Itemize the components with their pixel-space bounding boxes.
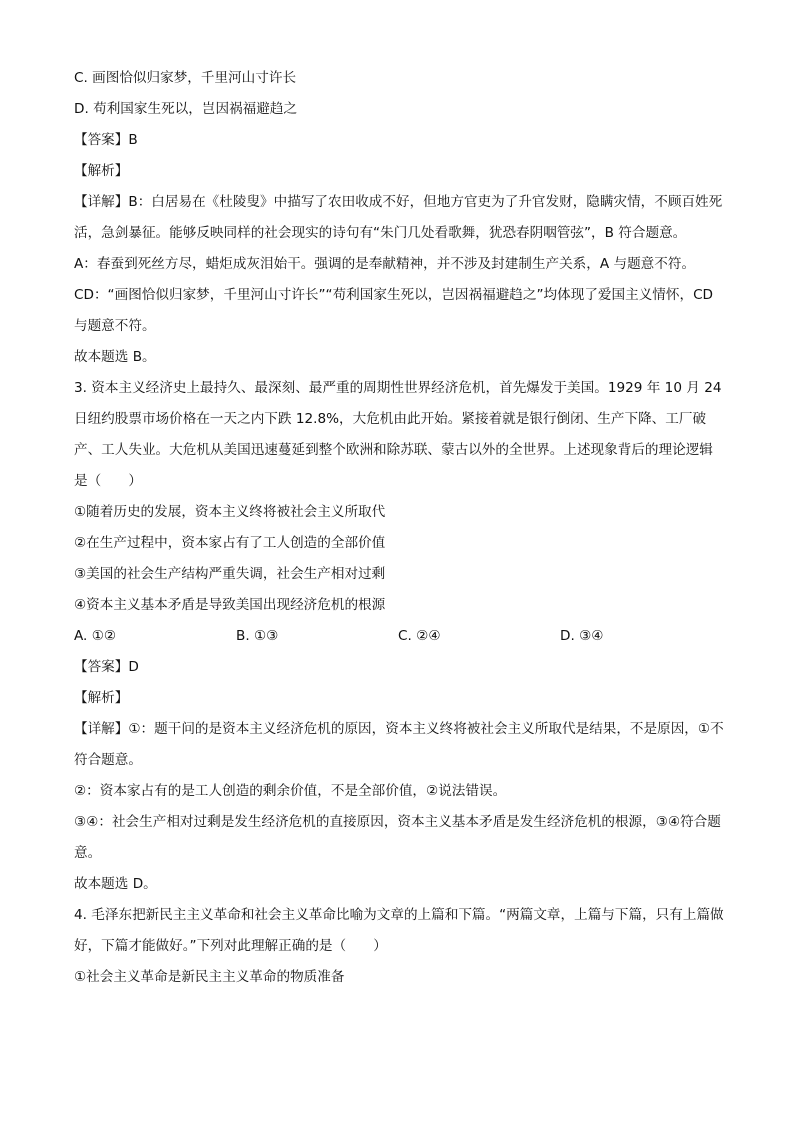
option-b-q3: B. ①③ bbox=[236, 628, 279, 644]
question-4-stem: 4. 毛泽东把新民主主义革命和社会主义革命比喻为文章的上篇和下篇。“两篇文章，上篇与下篇，只有上篇做好，下篇才能做好。”下列对此理解正确的是（ ） bbox=[74, 907, 724, 954]
detail-cd-q2: CD：“画图恰似归家梦，千里河山寸许长”“苟利国家生死以，岂因祸福避趋之”均体现了爱国主义情怀，CD 与题意不符。 bbox=[74, 287, 714, 334]
answer-label-q2: 【答案】B bbox=[74, 132, 138, 148]
detail-2-q3: ②：资本家占有的是工人创造的剩余价值，不是全部价值，②说法错误。 bbox=[74, 783, 507, 799]
statement-1-q3: ①随着历史的发展，资本主义终将被社会主义所取代 bbox=[74, 504, 386, 520]
statement-1-q4: ①社会主义革命是新民主主义革命的物质准备 bbox=[74, 969, 345, 985]
statement-2-q3: ②在生产过程中，资本家占有了工人创造的全部价值 bbox=[74, 535, 386, 551]
question-3-stem: 3. 资本主义经济史上最持久、最深刻、最严重的周期性世界经济危机，首先爆发于美国。1929 年 10 月 24 日纽约股票市场价格在一天之内下跌 12.8%，大危机由此开始。紧接着就是银行倒闭、生产下降、工厂破产、工人失业。大危机从美国迅速蔓延到整个欧洲和除苏联、蒙古以外的全世界。上述现象背后的理论逻辑是（ ） bbox=[74, 380, 722, 489]
detail-1-q3: 【详解】①：题干问的是资本主义经济危机的原因，资本主义终将被社会主义所取代是结果，不是原因，①不符合题意。 bbox=[74, 721, 724, 768]
option-c-text: C. 画图恰似归家梦，千里河山寸许长 bbox=[74, 70, 297, 86]
statement-3-q3: ③美国的社会生产结构严重失调，社会生产相对过剩 bbox=[74, 566, 386, 582]
option-c-q3: C. ②④ bbox=[398, 628, 441, 644]
detail-a-q2: A：春蚕到死丝方尽，蜡炬成灰泪始干。强调的是奉献精神，并不涉及封建制生产关系，A 与题意不符。 bbox=[74, 256, 696, 272]
analysis-label-q2: 【解析】 bbox=[74, 163, 129, 179]
analysis-label-q3: 【解析】 bbox=[74, 690, 129, 706]
detail-34-q3: ③④：社会生产相对过剩是发生经济危机的直接原因，资本主义基本矛盾是发生经济危机的根源，③④符合题意。 bbox=[74, 814, 721, 861]
option-d-text: D. 苟利国家生死以，岂因祸福避趋之 bbox=[74, 101, 298, 117]
answer-label-q3: 【答案】D bbox=[74, 659, 139, 675]
detail-paragraph-q2: 【详解】B：白居易在《杜陵叟》中描写了农田收成不好，但地方官吏为了升官发财，隐瞒灾情，不顾百姓死活，急剑暴征。能够反映同样的社会现实的诗句有“朱门几处看歌舞，犹恐春阴咽管弦”，B 符合题意。 bbox=[74, 194, 723, 241]
option-d-q3: D. ③④ bbox=[560, 628, 604, 644]
conclusion-q3: 故本题选 D。 bbox=[74, 876, 157, 892]
conclusion-q2: 故本题选 B。 bbox=[74, 349, 156, 365]
options-row-q3 bbox=[74, 621, 724, 652]
statement-4-q3: ④资本主义基本矛盾是导致美国出现经济危机的根源 bbox=[74, 597, 386, 613]
option-a-q3: A. ①② bbox=[74, 628, 117, 644]
